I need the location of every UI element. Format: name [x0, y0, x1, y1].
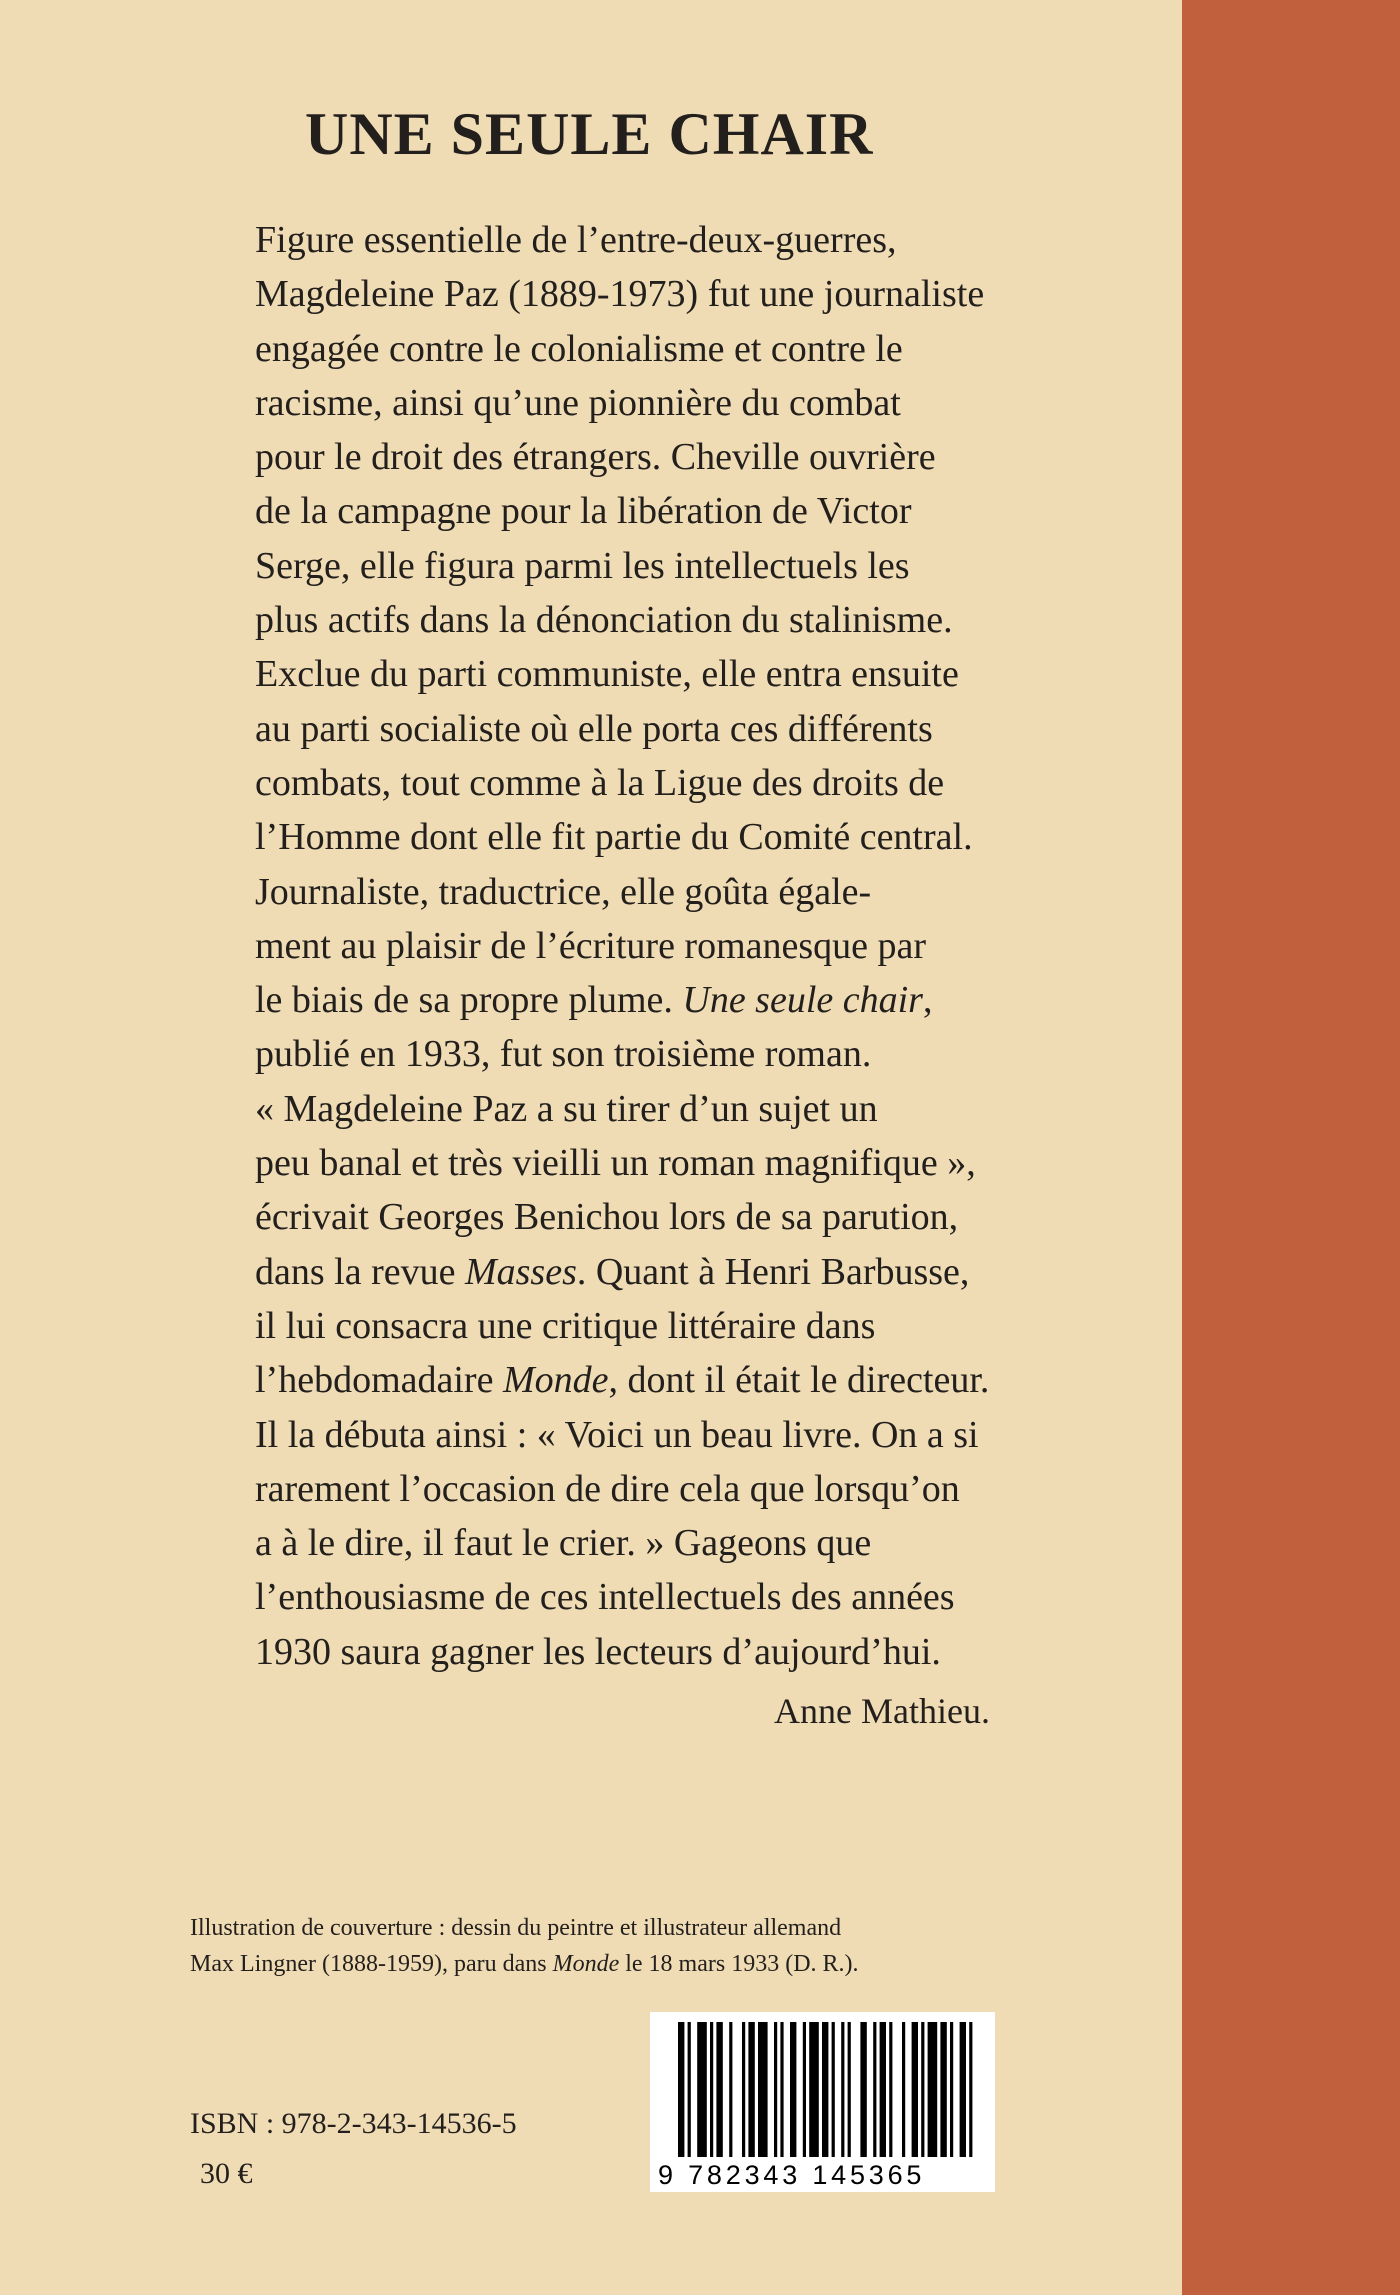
barcode-digits: 9 782343 145365 — [658, 2160, 926, 2190]
blurb-line: rarement l’occasion de dire cela que lorsqu’on — [255, 1467, 960, 1510]
barcode-bar — [950, 2022, 953, 2157]
blurb-line: ment au plaisir de l’écriture romanesque par — [255, 924, 927, 967]
text-run: dans la revue — [255, 1250, 465, 1293]
blurb-line: peu banal et très vieilli un roman magnifique », — [255, 1142, 976, 1185]
blurb-line: plus actifs dans la dénonciation du stalinisme. — [255, 599, 953, 642]
blurb-text — [190, 213, 990, 1679]
blurb-line: « Magdeleine Paz a su tirer d’un sujet un — [255, 1087, 878, 1130]
blurb-line: publié en 1933, fut son troisième roman. — [255, 1033, 872, 1076]
blurb-paragraph-3 — [190, 1082, 990, 1679]
blurb-line: Serge, elle figura parmi les intellectuels les — [255, 544, 910, 587]
journal-title-italic: Monde — [502, 1359, 609, 1402]
barcode-bar — [902, 2022, 905, 2157]
blurb-line: Magdeleine Paz (1889-1973) fut une journaliste — [255, 273, 985, 316]
barcode-bar — [780, 2022, 783, 2157]
text-run: Max Lingner (1888-1959), paru dans — [190, 1951, 553, 1977]
barcode-bar — [912, 2022, 918, 2157]
blurb-line: au parti socialiste où elle porta ces différents — [255, 707, 933, 750]
text-run: , — [922, 979, 933, 1022]
blurb-line: l’Homme dont elle fit partie du Comité central. — [255, 816, 973, 859]
text-run: le biais de sa propre plume. — [255, 979, 683, 1022]
text-run: . Quant à Henri Barbusse, — [576, 1250, 970, 1293]
cover-spine-band — [1182, 0, 1400, 2295]
blurb-line: de la campagne pour la libération de Victor — [255, 490, 912, 533]
barcode-bar — [697, 2022, 707, 2157]
barcode-bar — [710, 2022, 713, 2157]
blurb-line: a à le dire, il faut le crier. » Gageons que — [255, 1522, 872, 1565]
blurb-line: il lui consacra une critique littéraire dans — [255, 1304, 876, 1347]
blurb-line: engagée contre le colonialisme et contre le — [255, 327, 903, 370]
blurb-line: combats, tout comme à la Ligue des droits de — [255, 761, 945, 804]
barcode-bar — [832, 2022, 835, 2157]
barcode-bar — [848, 2022, 851, 2157]
blurb-line: racisme, ainsi qu’une pionnière du combat — [255, 381, 901, 424]
blurb-line: Il la débuta ainsi : « Voici un beau livre. On a si — [255, 1413, 979, 1456]
credit-line-1: Illustration de couverture : dessin du peintre et illustrateur allemand — [190, 1915, 842, 1941]
blurb-line: pour le droit des étrangers. Cheville ouvrière — [255, 436, 936, 479]
text-run: l’hebdomadaire — [255, 1359, 503, 1402]
barcode-bar — [809, 2022, 819, 2157]
barcode-bar — [880, 2022, 886, 2157]
credit-line-2 — [190, 1946, 1050, 1982]
barcode-bars-icon — [650, 2012, 995, 2162]
journal-title-italic: Monde — [552, 1951, 620, 1977]
barcode-bar — [841, 2022, 844, 2157]
blurb-line — [190, 1353, 990, 1407]
barcode — [650, 2012, 995, 2192]
blurb-line: Journaliste, traductrice, elle goûta égale- — [255, 870, 872, 913]
novel-title-italic: Une seule chair — [682, 979, 923, 1022]
illustration-credit — [190, 1910, 1050, 1982]
blurb-line: Exclue du parti communiste, elle entra ensuite — [255, 653, 959, 696]
journal-title-italic: Masses — [464, 1250, 577, 1293]
barcode-bar — [969, 2022, 972, 2157]
blurb-line: écrivait Georges Benichou lors de sa parution, — [255, 1196, 959, 1239]
author-signature: Anne Mathieu. — [774, 1691, 990, 1731]
blurb-line — [190, 973, 990, 1027]
barcode-bar — [873, 2022, 876, 2157]
barcode-bar — [716, 2022, 722, 2157]
blurb-line: Figure essentielle de l’entre-deux-guerres, — [255, 219, 897, 261]
barcode-bar — [742, 2022, 745, 2157]
barcode-bar — [774, 2022, 777, 2157]
barcode-bar — [860, 2022, 866, 2157]
barcode-bar — [803, 2022, 806, 2157]
blurb-paragraph-2 — [190, 865, 990, 1082]
barcode-bar — [960, 2022, 966, 2157]
barcode-bar — [940, 2022, 946, 2157]
barcode-bar — [678, 2022, 684, 2157]
text-run: , dont il était le directeur. — [608, 1359, 990, 1402]
barcode-bar — [688, 2022, 691, 2157]
barcode-bar — [921, 2022, 924, 2157]
text-run: le 18 mars 1933 (D. R.). — [619, 1951, 859, 1977]
barcode-bar — [729, 2022, 732, 2157]
barcode-bar — [889, 2022, 892, 2157]
blurb-line — [190, 1245, 990, 1299]
barcode-bar — [790, 2022, 796, 2157]
barcode-bar — [758, 2022, 768, 2157]
blurb-paragraph-1 — [190, 213, 990, 865]
isbn-number: ISBN : 978-2-343-14536-5 — [190, 2107, 517, 2140]
barcode-bar — [822, 2022, 828, 2157]
book-title: UNE SEULE CHAIR — [305, 101, 874, 167]
price-label: 30 € — [200, 2157, 253, 2190]
blurb-line: l’enthousiasme de ces intellectuels des années — [255, 1576, 955, 1619]
barcode-bar — [928, 2022, 938, 2157]
blurb-line: 1930 saura gagner les lecteurs d’aujourd’hui. — [255, 1630, 941, 1673]
barcode-bar — [748, 2022, 754, 2157]
